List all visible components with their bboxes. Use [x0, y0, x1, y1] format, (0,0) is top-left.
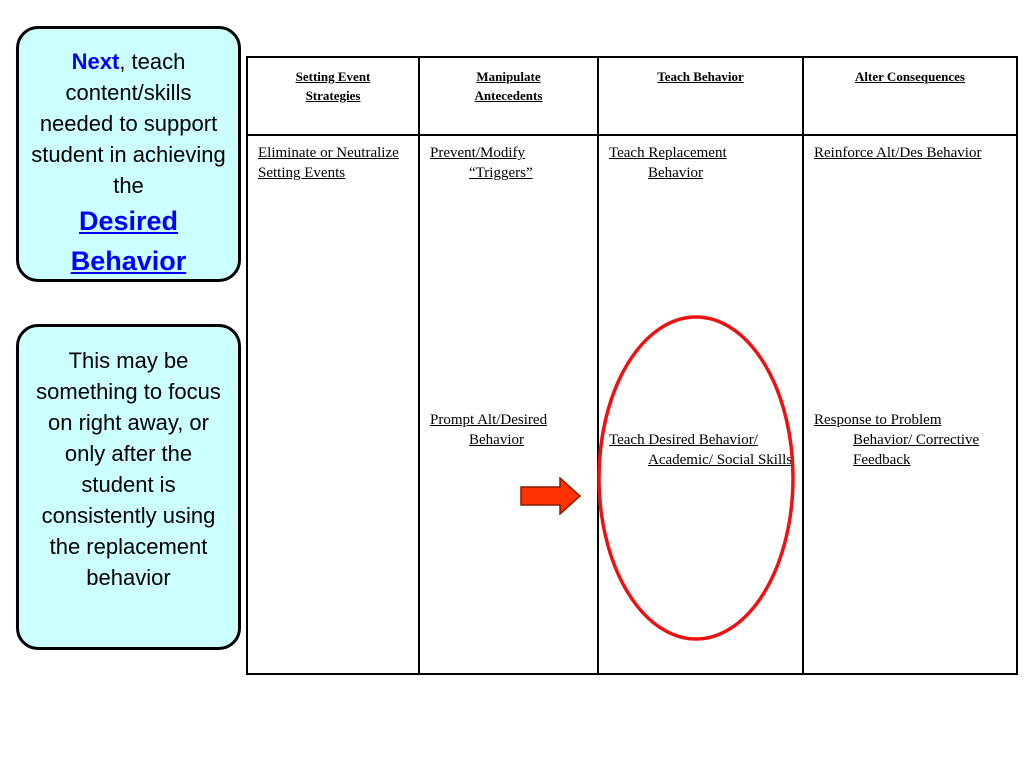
callout-text: , teach content/skills needed to support student in achieving the — [31, 49, 226, 198]
cell-text-top-cont: Behavior — [648, 165, 703, 181]
cell-lower-block — [430, 410, 591, 450]
cell-text-top: Prevent/Modify — [430, 145, 525, 161]
cell-text-top: Reinforce Alt/Des Behavior — [814, 145, 982, 161]
body-cell-setting-event — [247, 135, 419, 674]
highlight-circle — [594, 312, 798, 644]
header-line2: Antecedents — [474, 88, 543, 103]
callout-next-step — [16, 26, 241, 282]
header-line1: Manipulate — [476, 69, 541, 84]
callout-emphasis-line2: Behavior — [70, 246, 187, 276]
header-line2: Strategies — [305, 88, 361, 103]
header-cell-teach-behavior — [598, 57, 803, 135]
cell-text-bottom: Response to Problem — [814, 412, 942, 428]
header-line1: Teach Behavior — [657, 69, 744, 84]
cell-text-bottom: Teach Desired Behavior/ — [609, 432, 758, 448]
right-arrow-icon — [520, 477, 582, 515]
body-cell-alter-consequences — [803, 135, 1017, 674]
cell-text-bottom: Prompt Alt/Desired — [430, 412, 548, 428]
cell-text-top-cont: “Triggers” — [469, 165, 533, 181]
header-cell-setting-event — [247, 57, 419, 135]
callout-emphasis-line1: Desired — [78, 206, 179, 236]
callout-focus-note — [16, 324, 241, 650]
header-line1: Setting Event — [295, 69, 371, 84]
header-cell-alter-consequences — [803, 57, 1017, 135]
cell-text-bottom-cont: Behavior — [469, 432, 524, 448]
callout-focus-text: This may be something to focus on right away, or only after the student is consistently using the replacement behavior — [36, 348, 221, 590]
cell-text-bottom-cont: Academic/ Social Skills — [648, 452, 793, 468]
cell-lower-block — [814, 410, 1010, 470]
cell-text-top: Eliminate or Neutralize Setting Events — [258, 145, 399, 181]
header-cell-antecedents — [419, 57, 598, 135]
cell-text-top: Teach Replacement — [609, 145, 727, 161]
cell-text-bottom-cont: Behavior/ Corrective Feedback — [853, 432, 980, 468]
header-line1: Alter Consequences — [855, 69, 965, 84]
body-cell-antecedents — [419, 135, 598, 674]
table-header-row — [247, 57, 1017, 135]
callout-highlight: Next — [71, 49, 120, 74]
